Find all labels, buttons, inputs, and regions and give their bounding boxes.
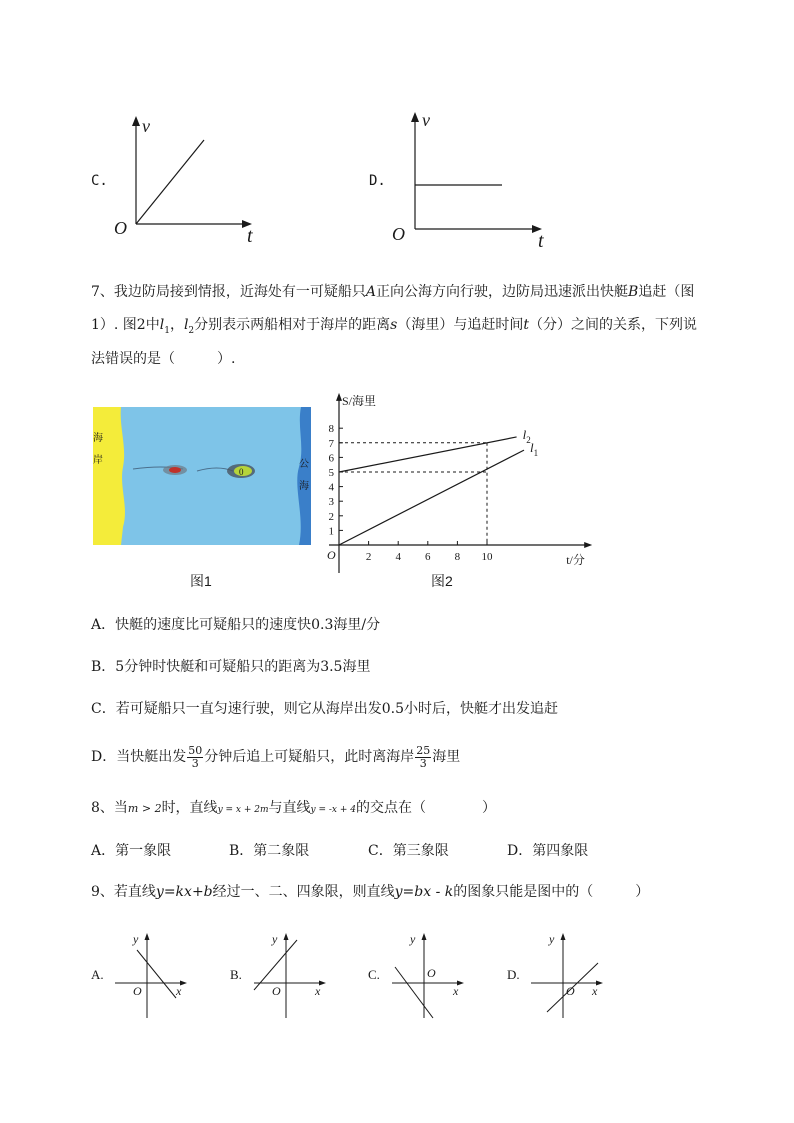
q7-stem-line3: 法错误的是（ ）. xyxy=(91,351,236,367)
q8-option-a: A．第一象限 xyxy=(91,843,172,859)
y-tick-label: 5 xyxy=(328,467,334,479)
q7-option-d: D．当快艇出发 $\frac{50}{3}$ 分钟后追上可疑船只，此时离海岸 $\frac{25}{3}$ 海里 xyxy=(91,743,461,770)
fig1-boat-label: 0 xyxy=(239,467,244,477)
q7-stem-line2: 1）. 图2中$l_1$，$l_2$分别表示两船相对于海岸的距离s（海里）与追赶时间t（分）之间的关系，下列说 xyxy=(91,317,697,336)
q8-option-c: C．第三象限 xyxy=(368,843,449,859)
q9-option-label: A. xyxy=(91,967,104,982)
q9-option-label: B. xyxy=(230,967,242,982)
q7-fig2-caption: 图2 xyxy=(431,573,453,589)
y-tick-label: 2 xyxy=(328,510,334,523)
q9-axis-y-label: y xyxy=(133,932,139,946)
fig1-left-label-2: 岸 xyxy=(93,455,103,466)
q9-graph-line xyxy=(137,950,176,998)
q6-option-c-label: C. xyxy=(91,173,108,189)
q6-option-d-label: D. xyxy=(369,173,386,189)
x-tick-label: 6 xyxy=(425,551,431,563)
y-tick-label: 3 xyxy=(328,496,334,509)
q9-stem: 9、若直线y=kx+b经过一、二、四象限，则直线y=bx - k的图象只能是图中的（ ） xyxy=(91,884,650,900)
q6-d-origin: O xyxy=(392,224,405,244)
q9-option-label: D. xyxy=(507,967,520,982)
series-label-l2: $l_2$ xyxy=(522,426,531,445)
q6-d-axis-v: v xyxy=(422,110,430,130)
fig1-left-label-1: 海 xyxy=(93,433,103,444)
fig1-right-label-1: 公 xyxy=(299,459,309,470)
q6-c-axis-v: v xyxy=(142,116,150,136)
q9-origin-label: O xyxy=(427,966,436,980)
x-tick-label: 2 xyxy=(365,551,372,563)
x-tick-label: 4 xyxy=(395,551,401,563)
q9-axis-x-label: x xyxy=(592,984,598,998)
q9-axis-y-label: y xyxy=(549,932,555,946)
y-tick-label: 8 xyxy=(328,423,334,436)
q6-c-axis-t: t xyxy=(247,225,253,247)
q9-origin-label: O xyxy=(133,984,142,998)
y-tick-label: 4 xyxy=(328,481,334,494)
q8-option-d: D．第四象限 xyxy=(507,843,589,859)
q6-c-origin: O xyxy=(114,218,127,238)
q7-option-a: A．快艇的速度比可疑船只的速度快0.3海里/分 xyxy=(91,617,381,633)
fraction-25-3: $\frac{25}{3}$ xyxy=(416,743,431,770)
q9-axis-x-label: x xyxy=(453,984,459,998)
fig1-right-label-2: 海 xyxy=(299,481,309,492)
fraction-50-3: $\frac{50}{3}$ xyxy=(188,743,203,770)
q9-y-axis-arrow xyxy=(284,933,289,940)
series-label-l1: $l_1$ xyxy=(530,440,539,459)
x-tick-label: 10 xyxy=(481,551,493,563)
q9-origin-label: O xyxy=(566,984,575,998)
chart-origin-label: O xyxy=(327,548,336,562)
x-tick-label: 8 xyxy=(454,551,461,563)
y-tick-label: 7 xyxy=(328,437,334,450)
q9-y-axis-arrow xyxy=(422,933,427,940)
q9-axis-y-label: y xyxy=(272,932,278,946)
y-tick-label: 1 xyxy=(328,525,334,538)
q9-origin-label: O xyxy=(272,984,281,998)
q7-fig1-caption: 图1 xyxy=(190,573,212,589)
q7-stem-line1: 7、我边防局接到情报，近海处有一可疑船只A正向公海方向行驶，边防局迅速派出快艇B追赶（图 xyxy=(91,284,695,300)
q9-axis-y-label: y xyxy=(410,932,416,946)
y-axis-label: S/海里 xyxy=(342,393,377,408)
q9-axis-x-label: x xyxy=(315,984,321,998)
q9-option-label: C. xyxy=(368,967,380,982)
q9-y-axis-arrow xyxy=(145,933,150,940)
q7-option-b: B．5分钟时快艇和可疑船只的距离为3.5海里 xyxy=(91,659,371,675)
x-axis-label: t/分 xyxy=(566,553,585,567)
y-tick-label: 6 xyxy=(328,452,334,465)
q7-option-c: C．若可疑船只一直匀速行驶，则它从海岸出发0.5小时后，快艇才出发追赶 xyxy=(91,701,558,717)
q6-d-axis-t: t xyxy=(538,230,544,252)
q9-y-axis-arrow xyxy=(561,933,566,940)
q9-axis-x-label: x xyxy=(176,984,182,998)
q8-stem: 8、当m > 2时，直线y = x + 2m与直线y = -x + 4的交点在（ ） xyxy=(91,800,496,816)
q8-option-b: B．第二象限 xyxy=(229,843,310,859)
